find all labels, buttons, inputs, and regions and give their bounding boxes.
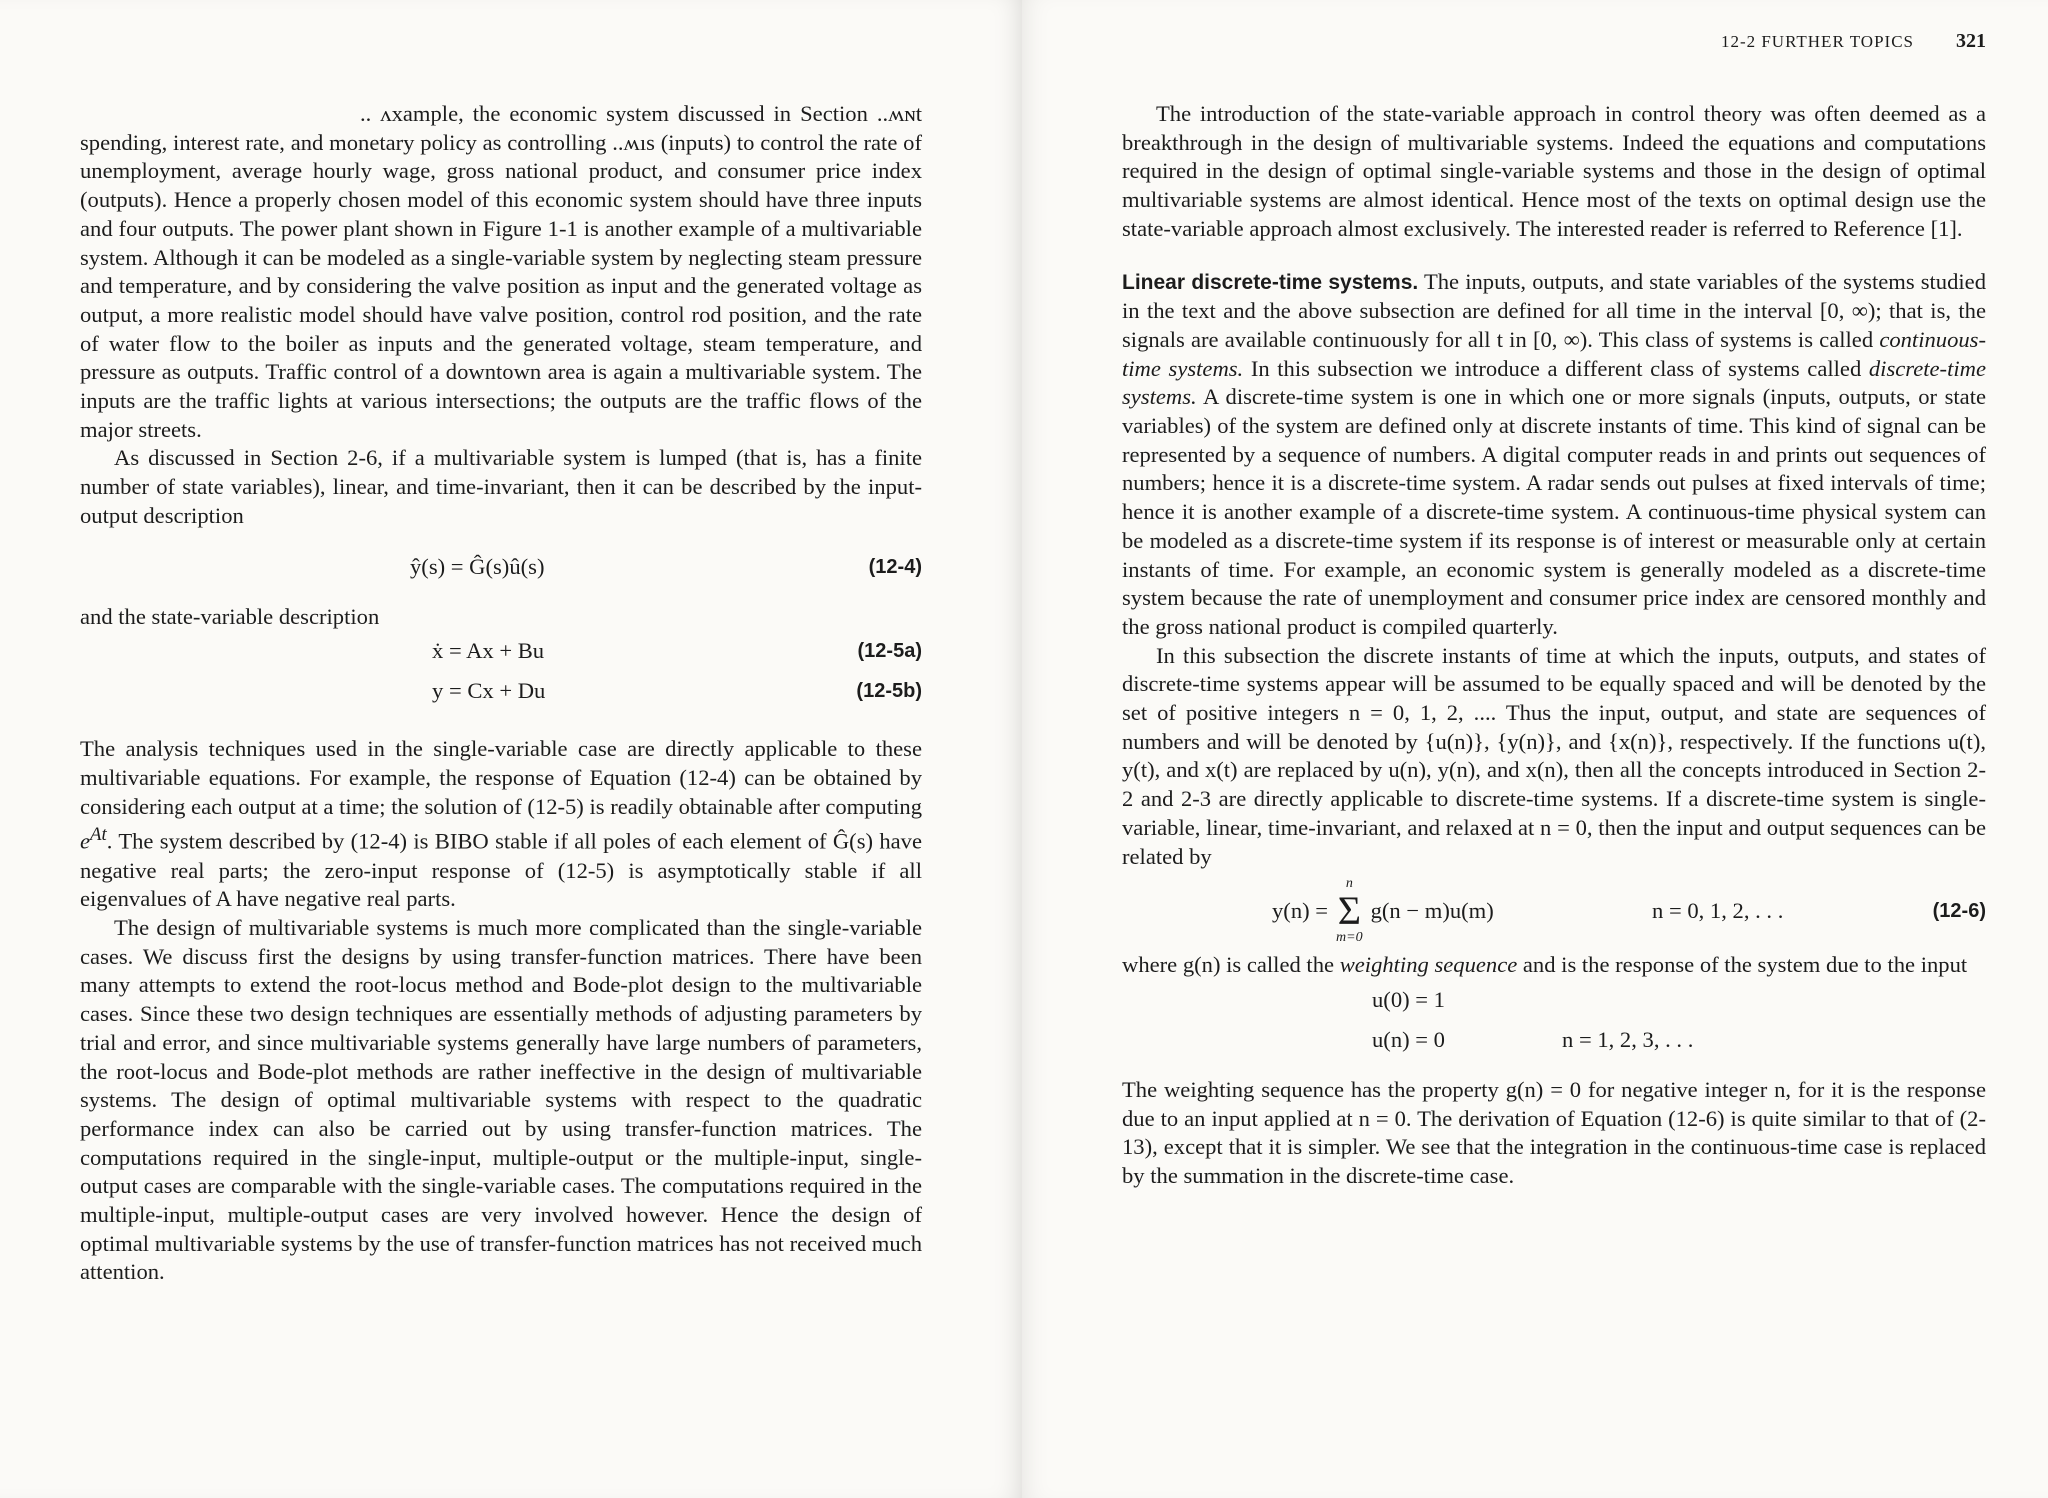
equation-body: u(n) = 0	[1372, 1026, 1445, 1052]
equation-body: y = Cx + Du	[432, 678, 546, 704]
equation-number: (12-4)	[868, 555, 922, 578]
page-number: 321	[1956, 30, 1986, 52]
equation-12-5b	[80, 671, 922, 711]
equation-number: (12-5a)	[857, 640, 922, 663]
equation-number: (12-6)	[1932, 900, 1986, 923]
equation-lhs: y(n) =	[1272, 898, 1329, 924]
running-head: 12-2 FURTHER TOPICS	[1720, 32, 1914, 51]
left-paragraph-3: and the state-variable description	[80, 603, 380, 629]
left-paragraph-5: The design of multivariable systems is much more complicated than the single-variable cases. We discuss first the designs by using transfer-function matrices. There have been many attempts to extend the root-locus method and Bode-plot design to the multivariable cases. Since these two design techniques are essentially methods of adjusting parameters by trial and error, and since multivariable systems generally have large numbers of parameters, the root-locus and Bode-plot methods are rather ineffective in the design of multivariable systems. The design of optimal multivariable systems with respect to the quadratic performance index can also be carried out by using transfer-function matrices. The computations required in the single-input, multiple-output or the multiple-input, single-output cases are comparable with the single-variable cases. The computations required in the multiple-input, multiple-output cases are very involved however. Hence the design of optimal multivariable systems by the use of transfer-function matrices has not received much attention.	[80, 915, 922, 1285]
equation-rhs: g(n − m)u(m)	[1370, 898, 1494, 924]
left-page	[0, 0, 1022, 1498]
equation-body: u(0) = 1	[1372, 986, 1445, 1012]
equation-input-u0	[1122, 980, 1986, 1020]
equation-input-un	[1122, 1020, 1986, 1060]
equation-12-5a	[80, 631, 922, 671]
equation-number: (12-5b)	[856, 680, 922, 703]
equation-12-4	[80, 547, 922, 587]
equation-body: ẋ = Ax + Bu	[432, 638, 545, 664]
equation-body: ŷ(s) = Ĝ(s)û(s)	[410, 553, 545, 579]
equation-condition: n = 1, 2, 3, . . .	[1562, 1026, 1694, 1052]
equation-condition: n = 0, 1, 2, . . .	[1652, 898, 1784, 924]
page-header	[1122, 30, 1986, 70]
summation-expression	[1272, 871, 1494, 951]
right-paragraph-3: In this subsection the discrete instants of time at which the inputs, outputs, and states of discrete-time systems appear will be assumed to be equally spaced and will be denoted by the set of positive integers n = 0, 1, 2, .... Thus the input, output, and state are sequences of numbers and will be denoted by {u(n)}, {y(n)}, and {x(n)}, respectively. If the functions u(t), y(t), and x(t) are replaced by u(n), y(n), and x(n), then all the concepts introduced in Section 2-2 and 2-3 are directly applicable to discrete-time systems. If a discrete-time system is single-variable, linear, time-invariant, and relaxed at n = 0, then the input and output sequences can be related by	[1122, 642, 1986, 869]
left-paragraph-2: As discussed in Section 2-6, if a multivariable system is lumped (that is, has a finite number of state variables), linear, and time-invariant, then it can be described by the input-output description	[80, 445, 922, 528]
left-paragraph-1: .. ʌxample, the economic system discussed in Section ..ʍɴt spending, interest rate, and monetary policy as controlling ..ʍıѕ (inputs) to control the rate of unemployment, average hourly wage, gross national product, and consumer price index (outputs). Hence a properly chosen model of this economic system should have three inputs and four outputs. The power plant shown in Figure 1-1 is another example of a multivariable system. Although it can be modeled as a single-variable system by neglecting steam pressure and temperature, and by considering the valve position as input and the generated voltage as output, a more realistic model should have valve position, control rod position, and the rate of water flow to the boiler as inputs and the generated voltage, steam temperature, and pressure as outputs. Traffic control of a downtown area is again a multivariable system. The inputs are the traffic lights at various intersections; the outputs are the traffic flows of the major streets.	[80, 101, 922, 442]
summation-sigma: n Σ m=0	[1336, 876, 1363, 946]
right-paragraph-5: The weighting sequence has the property g(n) = 0 for negative integer n, for it is the response due to an input applied at n = 0. The derivation of Equation (12-6) is quite similar to that of (2-13), except that it is simpler. We see that the integration in the continuous-time case is replaced by the summation in the discrete-time case.	[1122, 1076, 1986, 1189]
right-paragraph-2: Linear discrete-time systems. The inputs, outputs, and state variables of the systems studied in the text and the above subsection are defined for all time in the interval [0, ∞); that is, the signals are available continuously for all t in [0, ∞). This class of systems is called continuous-time systems. In this subsection we introduce a different class of systems called discrete-time systems. A discrete-time system is one in which one or more signals (inputs, outputs, or state variables) of the system are defined only at discrete instants of time. This kind of signal can be represented by a sequence of numbers. A digital computer reads in and prints out sequences of numbers; hence it is a discrete-time system. A radar sends out pulses at fixed intervals of time; hence it is another example of a discrete-time system. A continuous-time physical system can be modeled as a discrete-time system if its response is of interest or measurable only at certain instants of time. For example, an economic system is generally modeled as a discrete-time system because the rate of unemployment and consumer price index are censored monthly and the gross national product is compiled quarterly.	[1122, 268, 1987, 639]
right-paragraph-1: The introduction of the state-variable approach in control theory was often deemed as a breakthrough in the design of multivariable systems. Indeed the equations and computations required in the design of optimal single-variable systems and those in the design of optimal multivariable systems are almost identical. Hence most of the texts on optimal design use the state-variable approach almost exclusively. The interested reader is referred to Reference [1].	[1122, 101, 1986, 241]
section-run-head: Linear discrete-time systems.	[1122, 270, 1419, 294]
left-paragraph-4: The analysis techniques used in the single-variable case are directly applicable to these multivariable equations. For example, the response of Equation (12-4) can be obtained by considering each output at a time; the solution of (12-5) is readily obtainable after computing $e^{At}$. The system described by (12-4) is BIBO stable if all poles of each element of Ĝ(s) have negative real parts; the zero-input response of (12-5) is asymptotically stable if all eigenvalues of A have negative real parts.	[80, 736, 923, 912]
right-paragraph-4: where g(n) is called the weighting sequence and is the response of the system due to the input	[1122, 952, 1968, 978]
equation-12-6	[1122, 871, 1986, 951]
right-page	[1022, 0, 2048, 1498]
